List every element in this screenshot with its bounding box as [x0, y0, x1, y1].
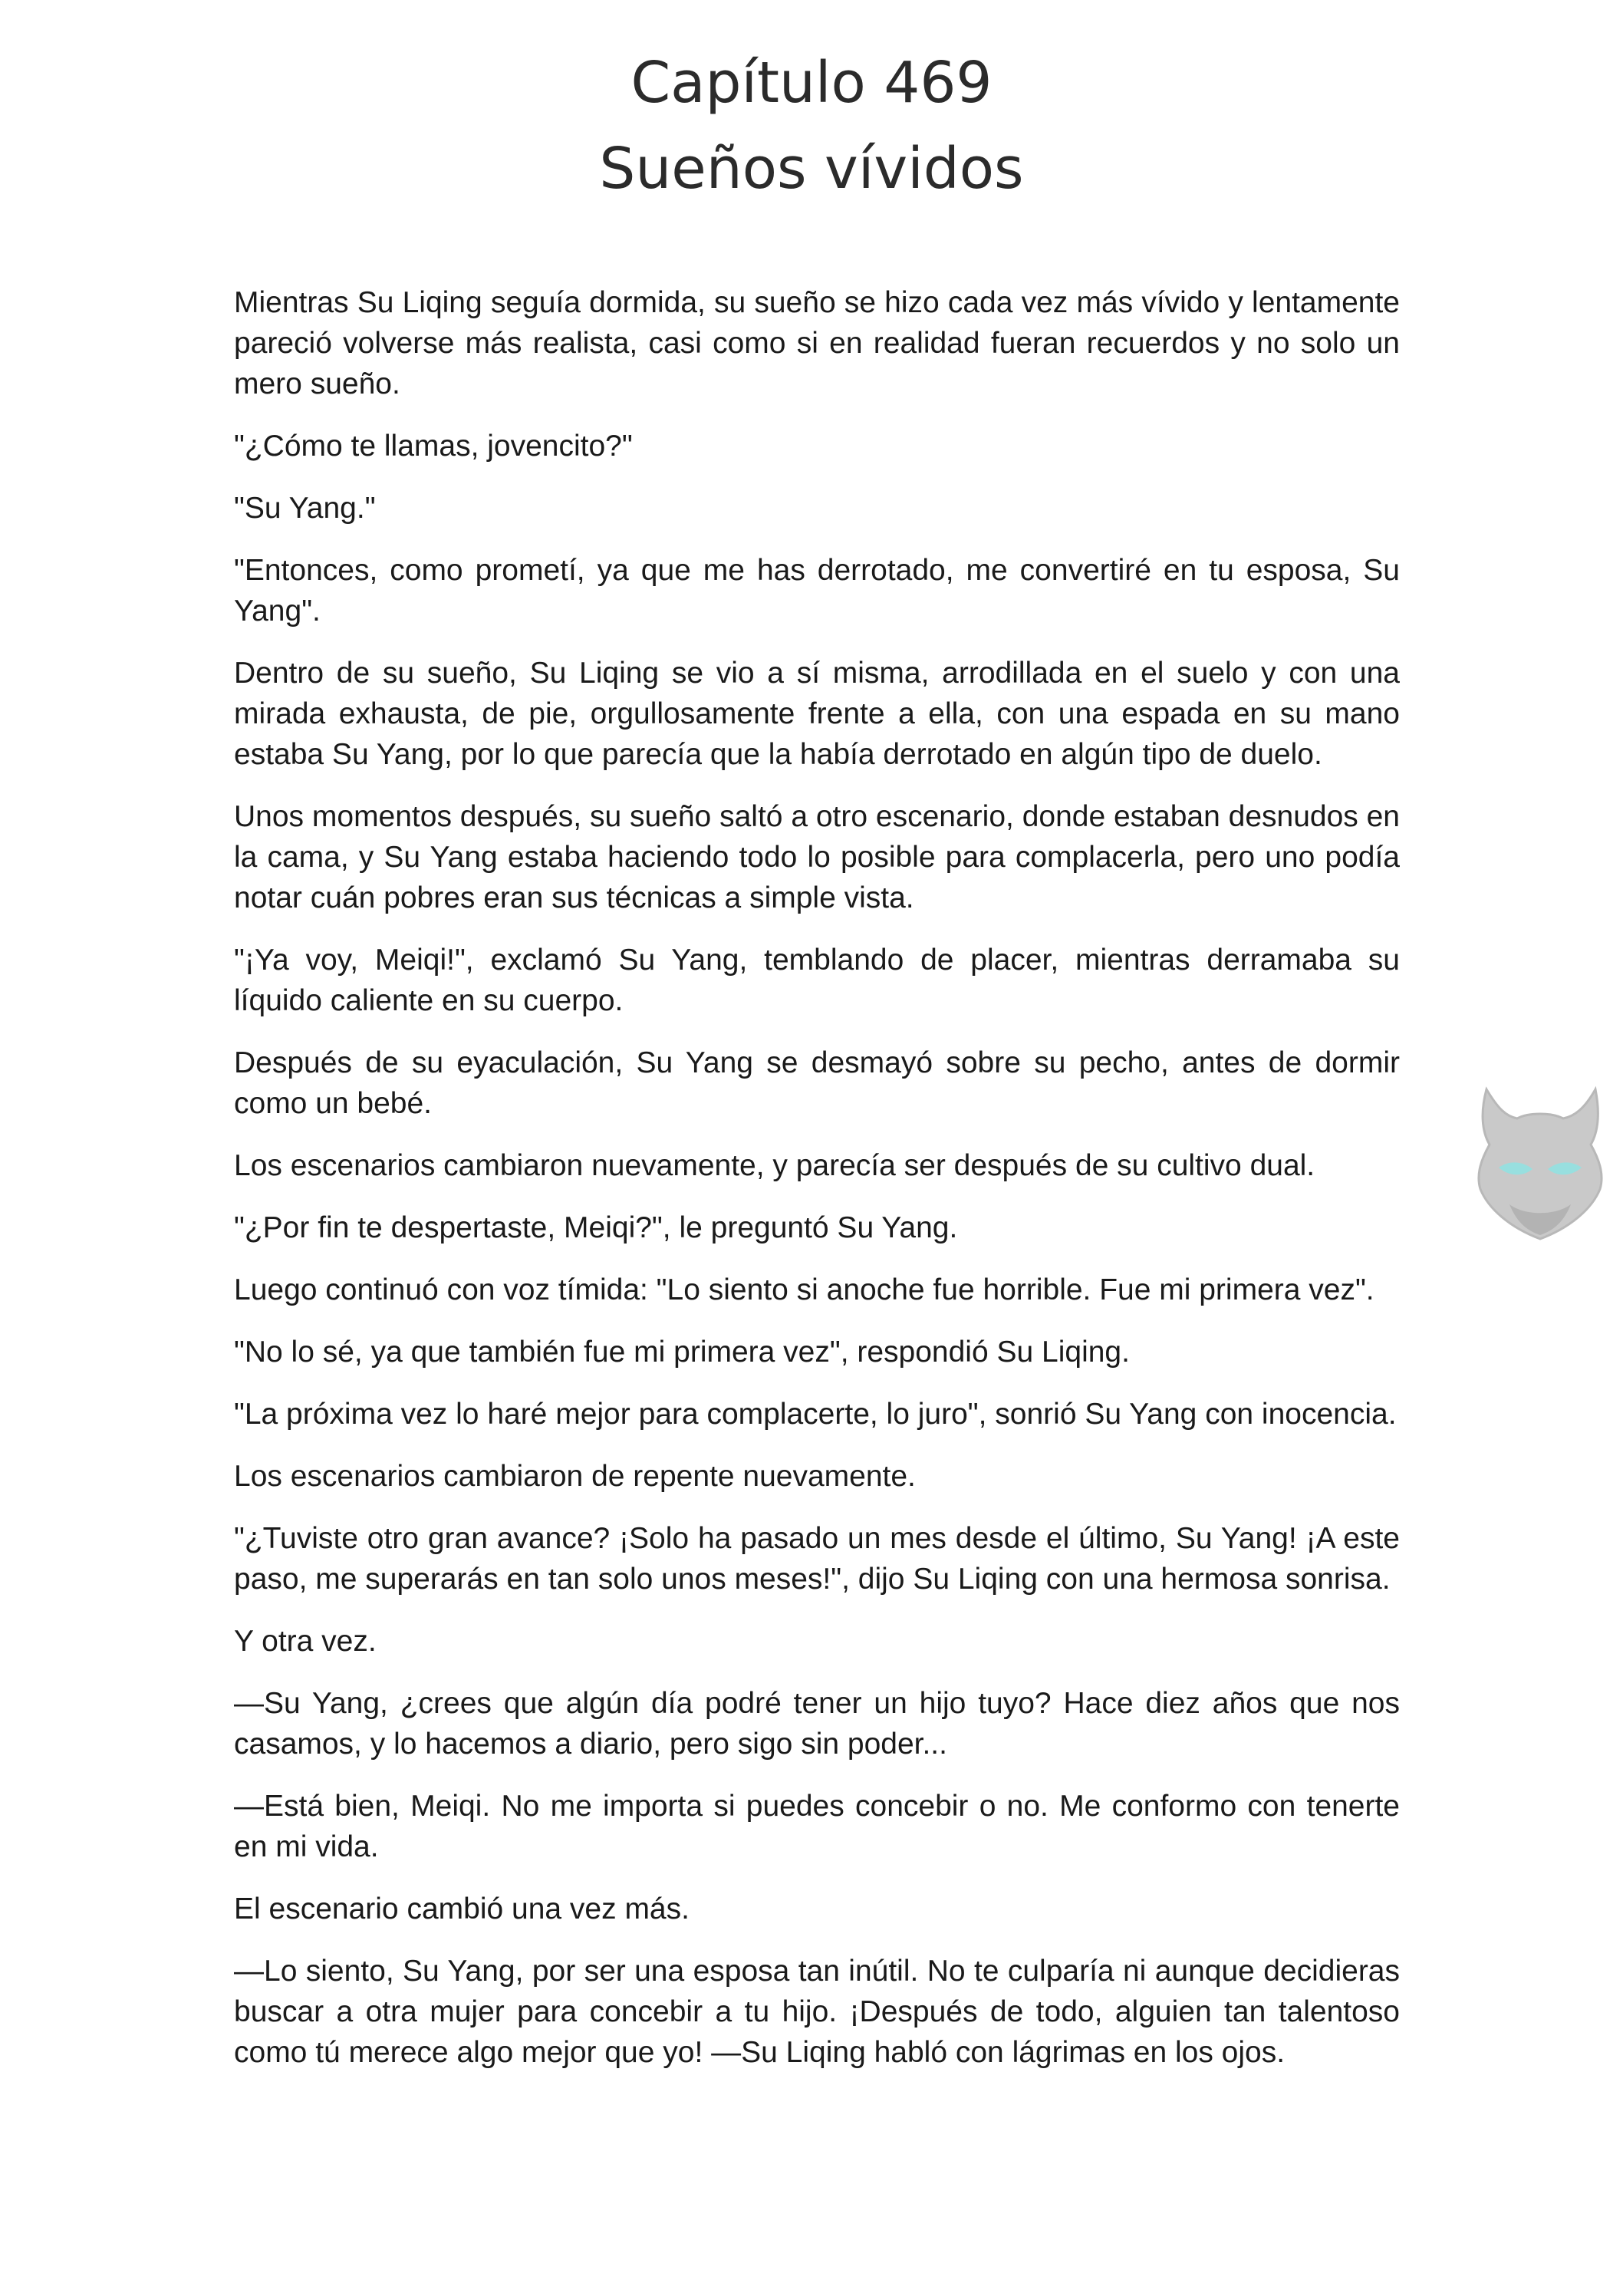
chapter-title: Sueños vívidos [599, 136, 1024, 202]
paragraph: Los escenarios cambiaron de repente nuevamente. [234, 1460, 916, 1493]
paragraph: Luego continuó con voz tímida: "Lo siento si anoche fue horrible. Fue mi primera vez". [234, 1273, 1374, 1306]
paragraph: "Su Yang." [234, 492, 376, 525]
paragraph: "¡Ya voy, Meiqi!", exclamó Su Yang, temblando de placer, mientras derramaba su líquido caliente en su cuerpo. [234, 944, 1400, 1017]
paragraph: "¿Cómo te llamas, jovencito?" [234, 430, 633, 463]
paragraph: Dentro de su sueño, Su Liqing se vio a sí misma, arrodillada en el suelo y con una mirada exhausta, de pie, orgullosamente frente a ella, con una espada en su mano estaba Su Yang, por lo que parecía que la había derrotado en algún tipo de duelo. [234, 657, 1400, 771]
chapter-number: Capítulo 469 [630, 50, 993, 116]
chapter-body [234, 282, 1400, 2094]
chapter-heading [0, 40, 1623, 212]
paragraph: "La próxima vez lo haré mejor para complacerte, lo juro", sonrió Su Yang con inocencia. [234, 1398, 1397, 1431]
demon-head-icon [1463, 1074, 1617, 1250]
paragraph: "No lo sé, ya que también fue mi primera vez", respondió Su Liqing. [234, 1336, 1130, 1369]
paragraph: El escenario cambió una vez más. [234, 1892, 690, 1925]
paragraph: Y otra vez. [234, 1625, 377, 1658]
paragraph: Los escenarios cambiaron nuevamente, y parecía ser después de su cultivo dual. [234, 1149, 1315, 1182]
paragraph: —Lo siento, Su Yang, por ser una esposa tan inútil. No te culparía ni aunque decidieras buscar a otra mujer para concebir a tu hijo. ¡Después de todo, alguien tan talentoso como tú merece algo mejor que yo! —Su Liqing habló con lágrimas en los ojos. [234, 1955, 1400, 2069]
paragraph: "Entonces, como prometí, ya que me has derrotado, me convertiré en tu esposa, Su Yang". [234, 554, 1400, 628]
paragraph: Unos momentos después, su sueño saltó a otro escenario, donde estaban desnudos en la cama, y Su Yang estaba haciendo todo lo posible para complacerla, pero uno podía notar cuán pobres eran sus técnicas a simple vista. [234, 800, 1400, 914]
paragraph: "¿Tuviste otro gran avance? ¡Solo ha pasado un mes desde el último, Su Yang! ¡A este paso, me superarás en tan solo unos meses!", dijo Su Liqing con una hermosa sonrisa. [234, 1522, 1400, 1596]
paragraph: "¿Por fin te despertaste, Meiqi?", le preguntó Su Yang. [234, 1211, 958, 1244]
paragraph: Después de su eyaculación, Su Yang se desmayó sobre su pecho, antes de dormir como un bebé. [234, 1046, 1400, 1120]
paragraph: Mientras Su Liqing seguía dormida, su sueño se hizo cada vez más vívido y lentamente pareció volverse más realista, casi como si en realidad fueran recuerdos y no solo un mero sueño. [234, 286, 1400, 400]
paragraph: —Está bien, Meiqi. No me importa si puedes concebir o no. Me conformo con tenerte en mi vida. [234, 1790, 1400, 1863]
paragraph: —Su Yang, ¿crees que algún día podré tener un hijo tuyo? Hace diez años que nos casamos, y lo hacemos a diario, pero sigo sin poder... [234, 1687, 1400, 1761]
